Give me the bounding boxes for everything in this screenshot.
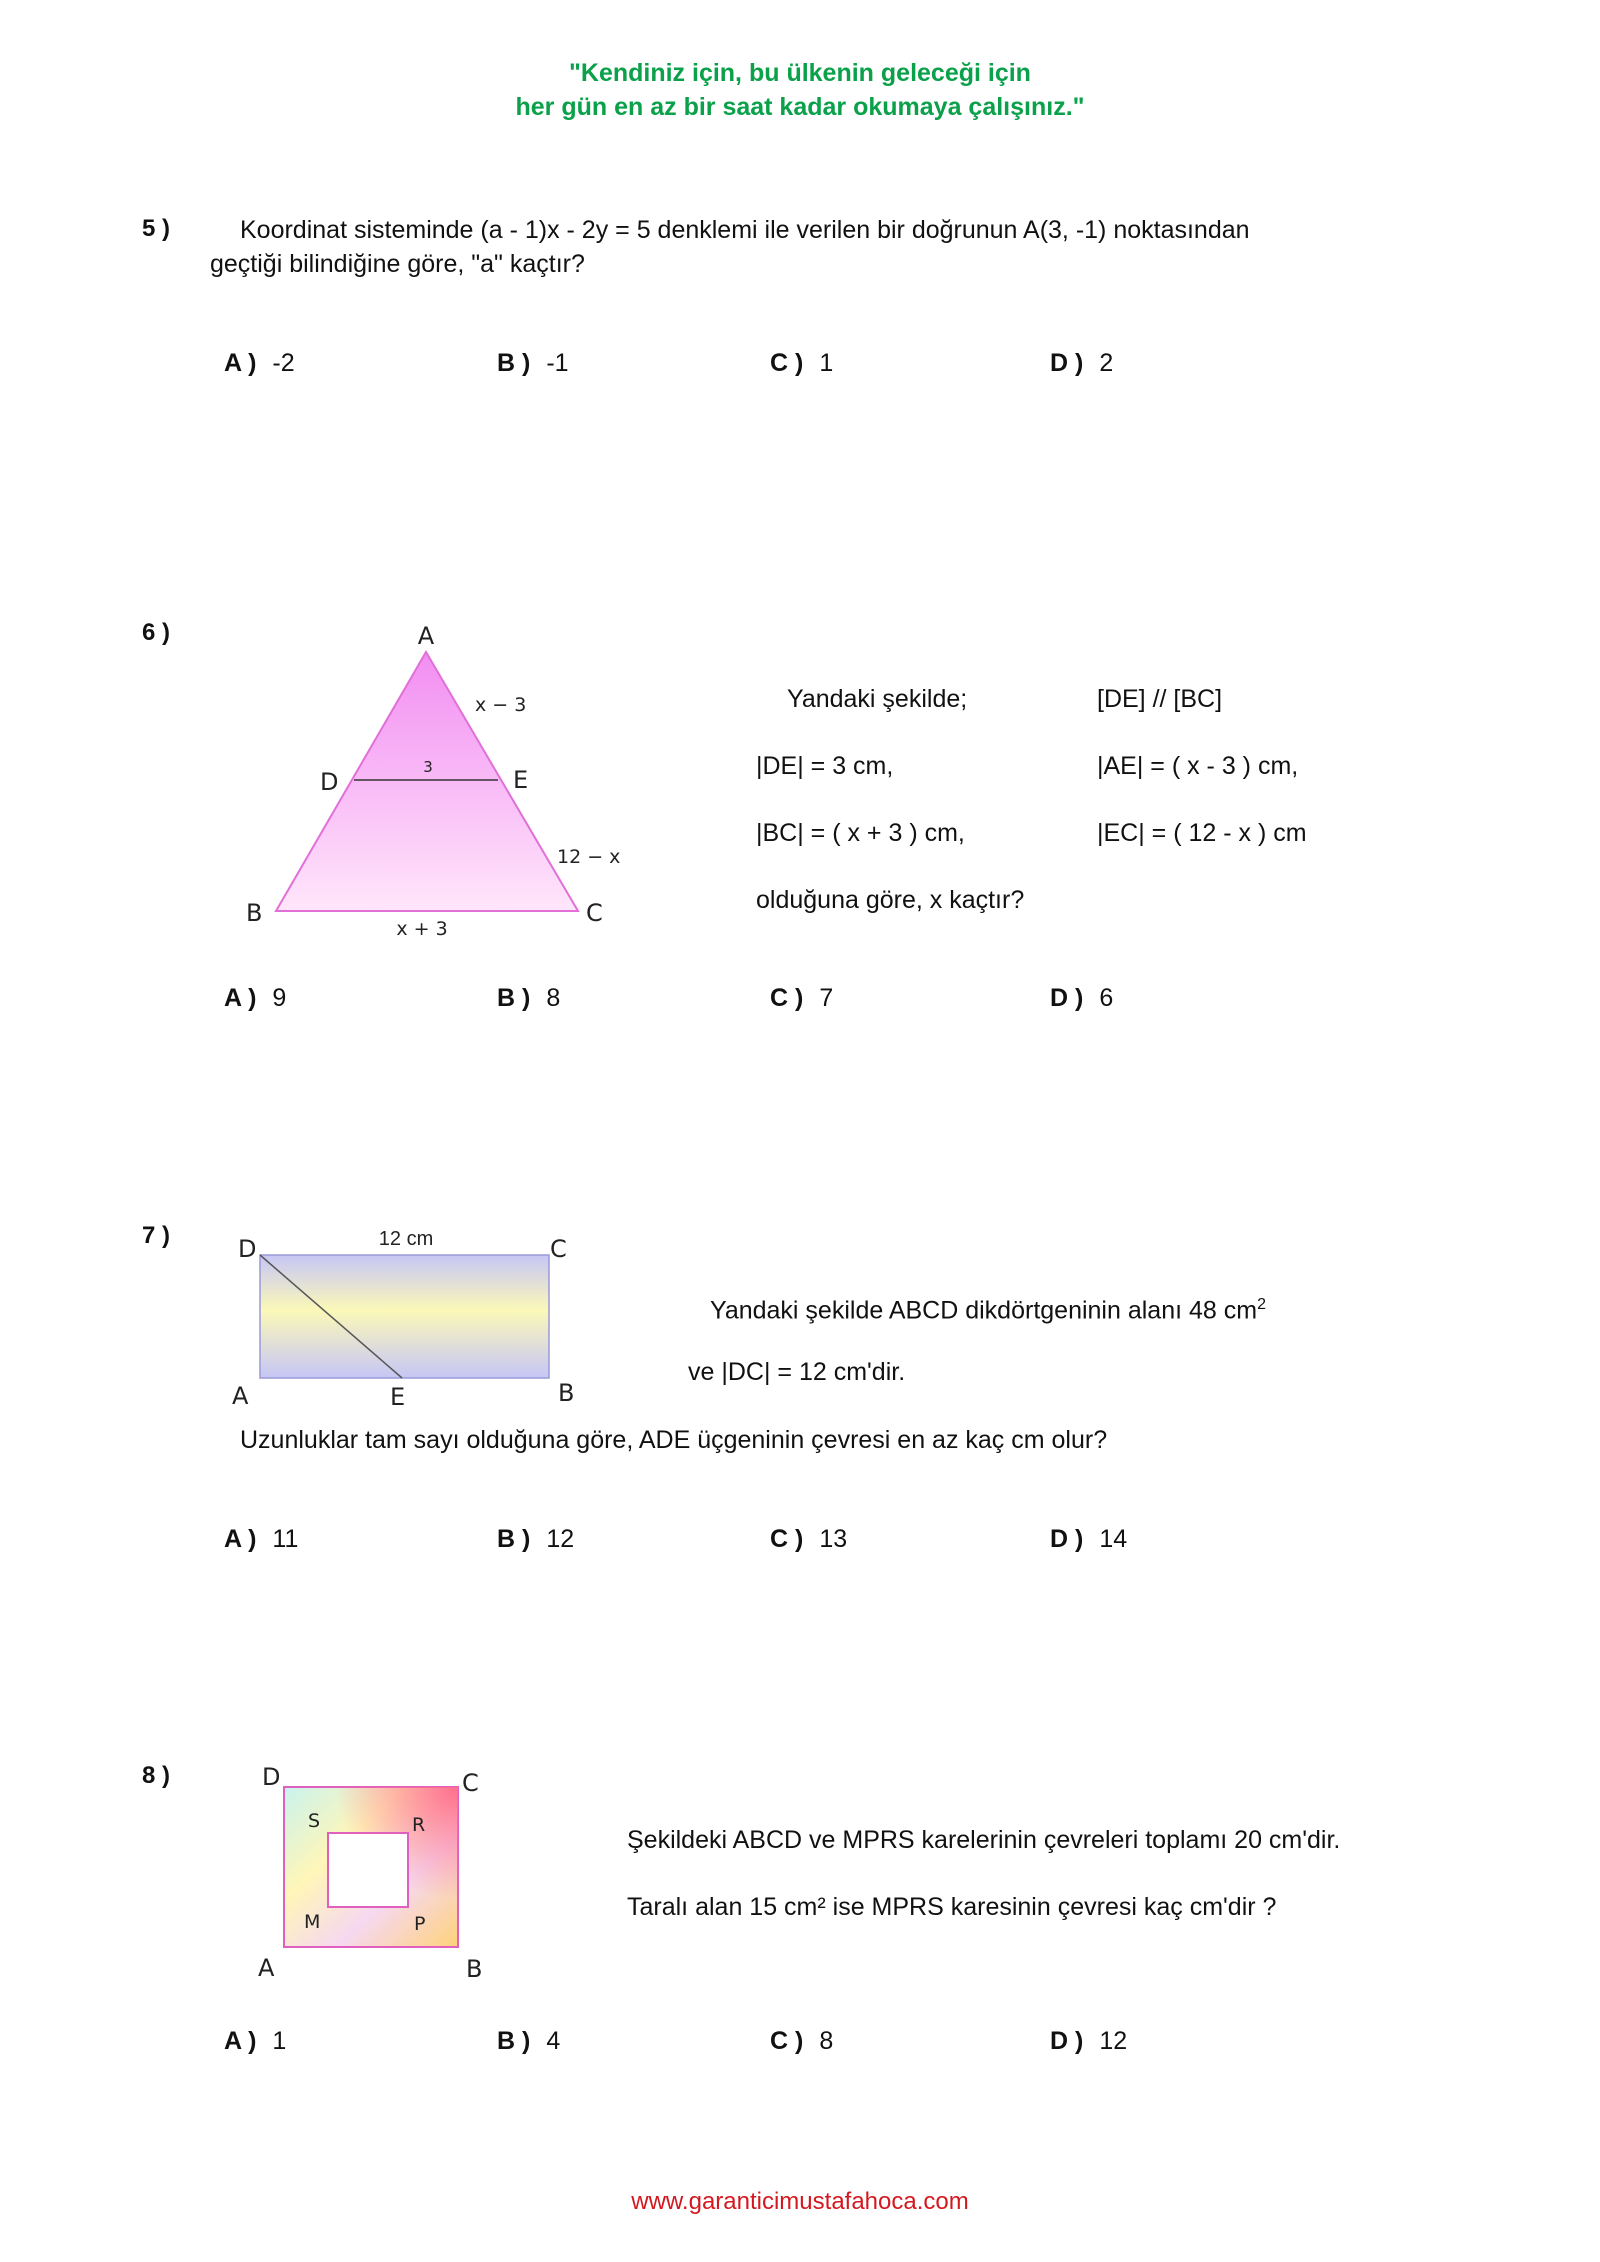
option-label: D ): [1050, 984, 1084, 1012]
option-value: 14: [1099, 1525, 1128, 1553]
option-label: C ): [770, 349, 804, 377]
q7-area-text: Yandaki şekilde ABCD dikdörtgeninin alanı 48 cm: [710, 1296, 1258, 1325]
square-mprs: [328, 1833, 408, 1907]
option-value: 7: [819, 984, 834, 1012]
q6-option-b[interactable]: [497, 984, 560, 1013]
question-8-number: 8 ): [142, 1762, 171, 1789]
option-value: 1: [819, 349, 834, 377]
question-6-number: 6 ): [142, 619, 171, 646]
question-5-number: 5 ): [142, 215, 171, 242]
label-ec: 12 − x: [557, 846, 621, 868]
option-label: C ): [770, 984, 804, 1012]
option-value: 13: [819, 1525, 848, 1553]
option-value: -1: [546, 349, 569, 377]
option-label: A ): [224, 2027, 257, 2055]
vertex-b: B: [558, 1379, 575, 1407]
q7-option-b[interactable]: [497, 1525, 574, 1554]
option-value: 1: [272, 2027, 287, 2055]
q6-given-ae: |AE| = ( x - 3 ) cm,: [1097, 752, 1299, 780]
option-value: -2: [272, 349, 295, 377]
option-value: 2: [1099, 349, 1114, 377]
vertex-d: D: [238, 1235, 257, 1263]
question-5-line-1: Koordinat sisteminde (a - 1)x - 2y = 5 denklemi ile verilen bir doğrunun A(3, -1) noktasından: [240, 216, 1250, 244]
option-label: A ): [224, 984, 257, 1012]
footer-website-link[interactable]: www.garanticimustafahoca.com: [631, 2188, 969, 2215]
label-de: 3: [423, 758, 433, 776]
option-value: 9: [272, 984, 287, 1012]
q5-option-a[interactable]: [224, 349, 295, 378]
q8-line-1: Şekildeki ABCD ve MPRS karelerinin çevreleri toplamı 20 cm'dir.: [627, 1826, 1341, 1854]
q6-ask: olduğuna göre, x kaçtır?: [756, 886, 1025, 914]
option-value: 12: [546, 1525, 575, 1553]
option-label: A ): [224, 1525, 257, 1553]
rectangle-figure: [220, 1215, 600, 1415]
quote-line-1: "Kendiniz için, bu ülkenin geleceği için: [569, 59, 1031, 87]
header-quote: [0, 56, 1600, 124]
option-label: B ): [497, 1525, 531, 1553]
option-label: C ): [770, 2027, 804, 2055]
option-label: D ): [1050, 2027, 1084, 2055]
vertex-d: D: [320, 768, 339, 796]
vertex-c: C: [550, 1235, 567, 1263]
triangle-figure: [230, 610, 650, 950]
option-value: 8: [819, 2027, 834, 2055]
option-value: 12: [1099, 2027, 1128, 2055]
squares-figure: [240, 1755, 500, 1990]
option-label: C ): [770, 1525, 804, 1553]
q6-given-parallel: [DE] // [BC]: [1097, 685, 1223, 713]
label-bc: x + 3: [396, 918, 448, 940]
vertex-s: S: [308, 1810, 321, 1832]
q8-option-c[interactable]: [770, 2027, 833, 2056]
q6-given-de: |DE| = 3 cm,: [756, 752, 894, 780]
q5-option-b[interactable]: [497, 349, 569, 378]
q7-option-d[interactable]: [1050, 1525, 1127, 1554]
vertex-b: B: [466, 1955, 483, 1983]
q7-line-1: [710, 1288, 1266, 1327]
q8-line-2: Taralı alan 15 cm² ise MPRS karesinin çevresi kaç cm'dir ?: [627, 1893, 1277, 1921]
rectangle-abcd: [260, 1255, 549, 1378]
vertex-e: E: [390, 1383, 406, 1411]
vertex-m: M: [304, 1911, 321, 1933]
question-7-number: 7 ): [142, 1222, 171, 1249]
q5-option-d[interactable]: [1050, 349, 1113, 378]
option-value: 11: [272, 1525, 299, 1553]
q7-superscript: 2: [1257, 1296, 1266, 1313]
question-5-line-2: geçtiği bilindiğine göre, "a" kaçtır?: [210, 250, 585, 278]
q7-option-a[interactable]: [224, 1525, 298, 1554]
q8-option-a[interactable]: [224, 2027, 286, 2056]
vertex-d: D: [262, 1763, 281, 1791]
vertex-e: E: [513, 766, 529, 794]
label-ae: x − 3: [475, 694, 527, 716]
q7-line-2: ve |DC| = 12 cm'dir.: [688, 1358, 906, 1386]
q8-option-b[interactable]: [497, 2027, 560, 2056]
vertex-a: A: [232, 1382, 249, 1410]
vertex-a: A: [417, 622, 435, 650]
q6-option-d[interactable]: [1050, 984, 1113, 1013]
q6-given-bc: |BC| = ( x + 3 ) cm,: [756, 819, 965, 847]
option-label: A ): [224, 349, 257, 377]
vertex-c: C: [462, 1769, 479, 1797]
q6-given-ec: |EC| = ( 12 - x ) cm: [1097, 819, 1307, 847]
vertex-b: B: [246, 899, 263, 927]
q7-line-3: Uzunluklar tam sayı olduğuna göre, ADE üçgeninin çevresi en az kaç cm olur?: [240, 1426, 1108, 1454]
option-label: B ): [497, 984, 531, 1012]
vertex-c: C: [586, 899, 603, 927]
vertex-p: P: [414, 1913, 426, 1935]
option-label: B ): [497, 2027, 531, 2055]
option-label: D ): [1050, 349, 1084, 377]
label-dc: 12 cm: [378, 1228, 434, 1250]
option-value: 4: [546, 2027, 561, 2055]
option-value: 6: [1099, 984, 1114, 1012]
q6-option-a[interactable]: [224, 984, 286, 1013]
q5-option-c[interactable]: [770, 349, 833, 378]
q6-option-c[interactable]: [770, 984, 833, 1013]
q8-option-d[interactable]: [1050, 2027, 1127, 2056]
option-label: B ): [497, 349, 531, 377]
option-label: D ): [1050, 1525, 1084, 1553]
vertex-a: A: [258, 1954, 275, 1982]
q7-option-c[interactable]: [770, 1525, 847, 1554]
q6-intro: Yandaki şekilde;: [787, 685, 968, 713]
option-value: 8: [546, 984, 561, 1012]
quote-line-2: her gün en az bir saat kadar okumaya çalışınız.": [515, 93, 1085, 121]
vertex-r: R: [412, 1814, 426, 1836]
